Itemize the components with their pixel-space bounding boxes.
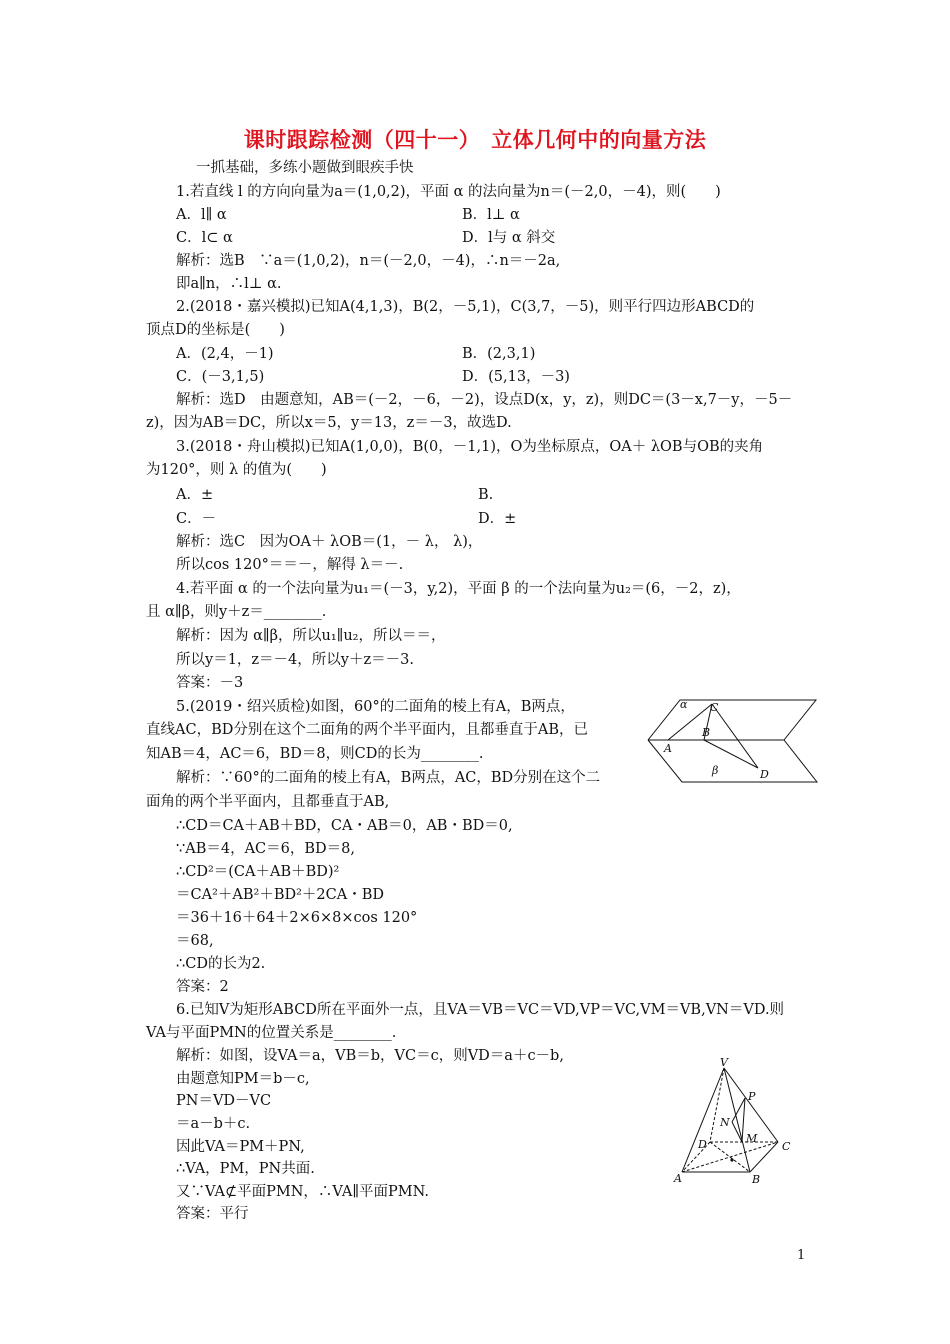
q5-solution-line-8: ＝68, xyxy=(176,933,214,949)
q2-stem-line-2: 顶点D的坐标是( ) xyxy=(146,322,285,338)
fig6-label-b: B xyxy=(752,1173,761,1186)
q5-stem-line-1: 5.(2019・绍兴质检)如图，60°的二面角的棱上有A，B两点， xyxy=(176,699,575,715)
q4-answer: 答案：－3 xyxy=(176,675,244,691)
q4-solution-line-2: 所以y＝1，z＝－4，所以y＋z＝－3. xyxy=(176,652,414,668)
q6-solution-line-5: 因此VA＝PM＋PN, xyxy=(176,1139,305,1155)
fig6-label-v: V xyxy=(720,1056,728,1069)
q1-option-c: C．l⊂ α xyxy=(176,230,233,246)
q6-answer: 答案：平行 xyxy=(176,1206,249,1222)
q3-option-c: C．－ xyxy=(176,511,217,527)
fig5-label-c: C xyxy=(710,701,719,714)
pyramid-center-point xyxy=(730,1158,733,1161)
q2-option-c: C．(－3,1,5) xyxy=(176,369,265,385)
q1-option-b: B．l⊥ α xyxy=(462,207,520,223)
q5-solution-line-7: ＝36＋16＋64＋2×6×8×cos 120° xyxy=(176,910,418,926)
page-title: 课时跟踪检测（四十一） 立体几何中的向量方法 xyxy=(243,128,707,152)
q2-option-a: A．(2,4，－1) xyxy=(176,346,274,362)
q6-stem-line-2: VA与平面PMN的位置关系是________. xyxy=(146,1025,397,1041)
q2-solution-line-2: z)，因为AB＝DC，所以x＝5，y＝13，z＝－3，故选D. xyxy=(146,415,512,431)
fig5-label-d: D xyxy=(760,768,769,781)
q5-answer: 答案：2 xyxy=(176,979,229,995)
q3-option-d: D．± xyxy=(478,511,517,527)
fig6-label-p: P xyxy=(748,1090,756,1103)
q1-stem: 1.若直线 l 的方向向量为a＝(1,0,2)，平面 α 的法向量为n＝(－2,0，－4)，则( ) xyxy=(176,184,721,200)
fig5-label-alpha: α xyxy=(680,698,688,711)
q3-solution-line-2: 所以cos 120°＝＝－，解得 λ＝－. xyxy=(176,557,404,573)
q3-option-b: B. xyxy=(478,487,494,503)
q2-option-b: B．(2,3,1) xyxy=(462,346,536,362)
q2-option-d: D．(5,13，－3) xyxy=(462,369,570,385)
fig6-label-c: C xyxy=(782,1140,791,1153)
q5-solution-line-1: 解析：∵60°的二面角的棱上有A，B两点，AC，BD分别在这个二 xyxy=(176,770,601,786)
fig6-label-n: N xyxy=(720,1116,730,1129)
q1-option-d: D．l与 α 斜交 xyxy=(462,230,556,246)
fig5-label-beta: β xyxy=(712,764,719,777)
dihedral-angle-figure xyxy=(646,696,820,786)
fig5-label-b: B xyxy=(702,726,711,739)
section-heading: 一抓基础，多练小题做到眼疾手快 xyxy=(196,160,414,176)
fig6-label-d: D xyxy=(698,1138,707,1151)
q5-solution-line-6: ＝CA²＋AB²＋BD²＋2CA・BD xyxy=(176,887,384,903)
fig5-label-a: A xyxy=(664,742,672,755)
q6-solution-line-7: 又∵VA⊄平面PMN，∴VA∥平面PMN. xyxy=(176,1184,430,1200)
fig6-label-a: A xyxy=(674,1172,682,1185)
q5-solution-line-5: ∴CD²＝(CA＋AB＋BD)² xyxy=(176,864,340,880)
q5-solution-line-4: ∵AB＝4，AC＝6，BD＝8, xyxy=(176,841,355,857)
fig6-label-m: M xyxy=(746,1132,758,1145)
q5-solution-line-2: 面角的两个半平面内，且都垂直于AB, xyxy=(146,794,390,810)
q2-solution-line-1: 解析：选D 由题意知，AB＝(－2，－6，－2)，设点D(x，y，z)，则DC＝(3－x,7－y，－5－ xyxy=(176,392,793,408)
q6-solution-line-6: ∴VA，PM，PN共面. xyxy=(176,1161,315,1177)
q6-stem-line-1: 6.已知V为矩形ABCD所在平面外一点，且VA＝VB＝VC＝VD,VP＝VC,VM＝VB,VN＝VD.则 xyxy=(176,1002,785,1018)
page-number: 1 xyxy=(797,1248,806,1263)
q1-solution-line-2: 即a∥n，∴l⊥ α. xyxy=(176,276,282,292)
q4-solution-line-1: 解析：因为 α∥β，所以u₁∥u₂，所以＝＝， xyxy=(176,628,446,644)
q5-stem-line-2: 直线AC，BD分别在这个二面角的两个半平面内，且都垂直于AB，已 xyxy=(146,722,588,738)
q3-solution-line-1: 解析：选C 因为OA＋ λOB＝(1，－ λ， λ)， xyxy=(176,534,483,550)
pyramid-figure xyxy=(670,1056,800,1186)
q4-stem-line-2: 且 α∥β，则y＋z＝________. xyxy=(146,604,327,620)
q6-solution-line-4: ＝a－b＋c. xyxy=(176,1116,251,1132)
q6-solution-line-3: PN＝VD－VC xyxy=(176,1093,272,1109)
q5-solution-line-3: ∴CD＝CA＋AB＋BD，CA・AB＝0，AB・BD＝0, xyxy=(176,818,513,834)
q1-solution-line-1: 解析：选B ∵a＝(1,0,2)，n＝(－2,0，－4)，∴n＝－2a, xyxy=(176,253,561,269)
q4-stem-line-1: 4.若平面 α 的一个法向量为u₁＝(－3，y,2)，平面 β 的一个法向量为u₂＝(6，－2，z)， xyxy=(176,581,741,597)
q6-solution-line-2: 由题意知PM＝b－c, xyxy=(176,1071,310,1087)
q3-stem-line-2: 为120°，则 λ 的值为( ) xyxy=(146,462,327,478)
q3-option-a: A．± xyxy=(176,487,214,503)
q6-solution-line-1: 解析：如图，设VA＝a，VB＝b，VC＝c，则VD＝a＋c－b, xyxy=(176,1048,564,1064)
q3-stem-line-1: 3.(2018・舟山模拟)已知A(1,0,0)，B(0，－1,1)，O为坐标原点，OA＋ λOB与OB的夹角 xyxy=(176,439,764,455)
q1-option-a: A．l∥ α xyxy=(176,207,227,223)
q5-solution-line-9: ∴CD的长为2. xyxy=(176,956,266,972)
q5-stem-line-3: 知AB＝4，AC＝6，BD＝8，则CD的长为________. xyxy=(146,746,484,762)
q2-stem-line-1: 2.(2018・嘉兴模拟)已知A(4,1,3)，B(2，－5,1)，C(3,7，－5)，则平行四边形ABCD的 xyxy=(176,299,755,315)
